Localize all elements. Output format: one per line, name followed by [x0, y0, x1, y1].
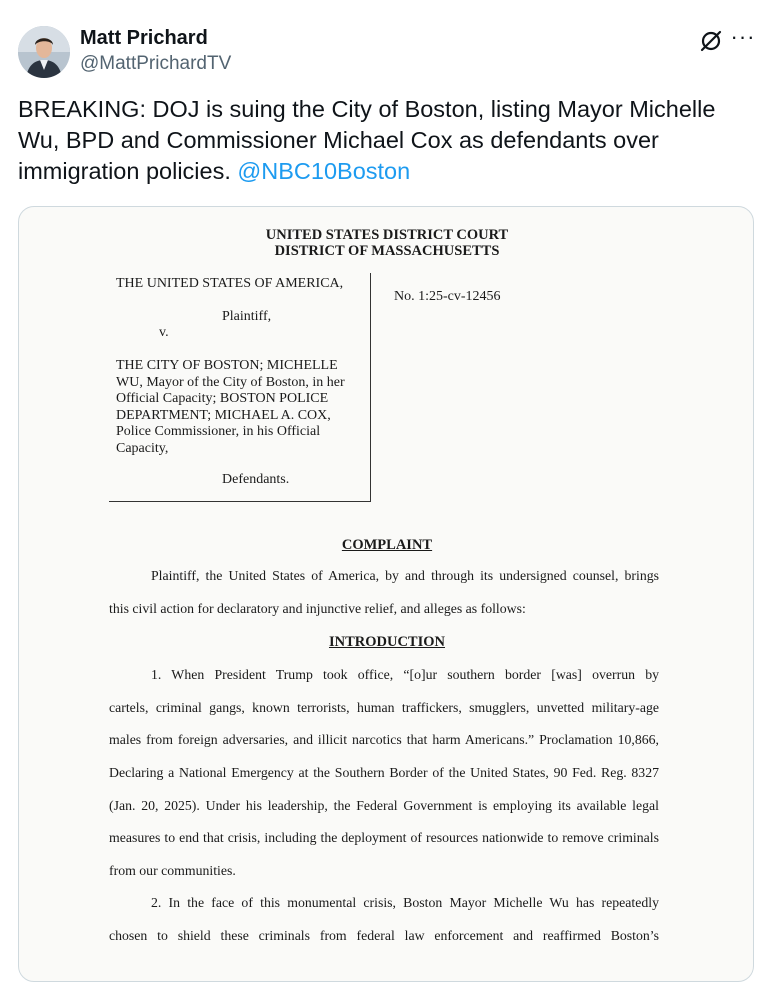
court-name: UNITED STATES DISTRICT COURT: [265, 227, 509, 243]
plaintiff-label: Plaintiff,: [222, 309, 272, 324]
court-document: [19, 207, 754, 982]
media-image[interactable]: [18, 206, 754, 982]
plaintiff-name: THE UNITED STATES OF AMERICA,: [116, 276, 344, 291]
defendants-line: DEPARTMENT; MICHAEL A. COX,: [116, 407, 331, 423]
paragraph-line: 2. In the face of this monumental crisis, Boston Mayor Michelle Wu has repeatedly: [151, 895, 659, 910]
paragraph-1: [109, 659, 659, 888]
avatar-icon: [18, 26, 70, 78]
case-number: No. 1:25-cv-12456: [394, 289, 501, 304]
introduction-heading: INTRODUCTION: [328, 634, 445, 650]
defendants-label: Defendants.: [222, 472, 290, 487]
versus-label: v.: [159, 325, 169, 340]
paragraph-line: this civil action for declaratory and injunctive relief, and alleges as follows:: [109, 600, 526, 616]
paragraph-line: 1. When President Trump took office, “[o]ur southern border [was] overrun by: [151, 667, 659, 682]
paragraph-line: chosen to shield these criminals from federal law enforcement and reaffirmed Boston’s: [109, 927, 659, 943]
intro-paragraph: [109, 560, 659, 625]
avatar[interactable]: [18, 26, 70, 78]
defendants-line: THE CITY OF BOSTON; MICHELLE: [116, 358, 338, 373]
tweet-header: [18, 24, 762, 80]
complaint-heading: COMPLAINT: [341, 537, 433, 553]
paragraph-line: Plaintiff, the United States of America, by and through its undersigned counsel, brings: [151, 568, 659, 583]
paragraph-line: from our communities.: [109, 863, 236, 879]
grok-icon[interactable]: [698, 28, 724, 54]
mention-link[interactable]: @NBC10Boston: [237, 158, 411, 184]
paragraph-line: measures to end that crisis, including the deployment of resources nationwide to remove criminals: [109, 830, 659, 846]
paragraph-line: cartels, criminal gangs, known terrorists, human traffickers, smugglers, unvetted military-age: [109, 699, 659, 715]
paragraph-line: males from foreign adversaries, and illicit narcotics that harm Americans.” Proclamation 10,866,: [109, 732, 659, 748]
more-icon[interactable]: ···: [730, 24, 756, 49]
defendants-line: Capacity,: [116, 440, 169, 456]
defendants-line: WU, Mayor of the City of Boston, in her: [116, 374, 345, 390]
paragraph-line: Declaring a National Emergency at the Southern Border of the United States, 90 Fed. Reg. 8327: [109, 765, 659, 781]
defendants-line: Police Commissioner, in his Official: [116, 424, 321, 439]
author-handle[interactable]: @MattPrichardTV: [80, 53, 232, 74]
paragraph-2: [109, 887, 659, 952]
defendants-names: [116, 358, 364, 457]
author-name[interactable]: Matt Prichard: [80, 27, 208, 49]
tweet-body: BREAKING: DOJ is suing the City of Boston, listing Mayor Michelle Wu, BPD and Commissioner Michael Cox as defendants over immigration policies.: [18, 96, 716, 184]
court-district: DISTRICT OF MASSACHUSETTS: [274, 243, 500, 259]
defendants-line: Official Capacity; BOSTON POLICE: [116, 391, 329, 406]
paragraph-line: (Jan. 20, 2025). Under his leadership, the Federal Government is employing its available legal: [109, 797, 659, 813]
tweet-text: [18, 94, 758, 187]
